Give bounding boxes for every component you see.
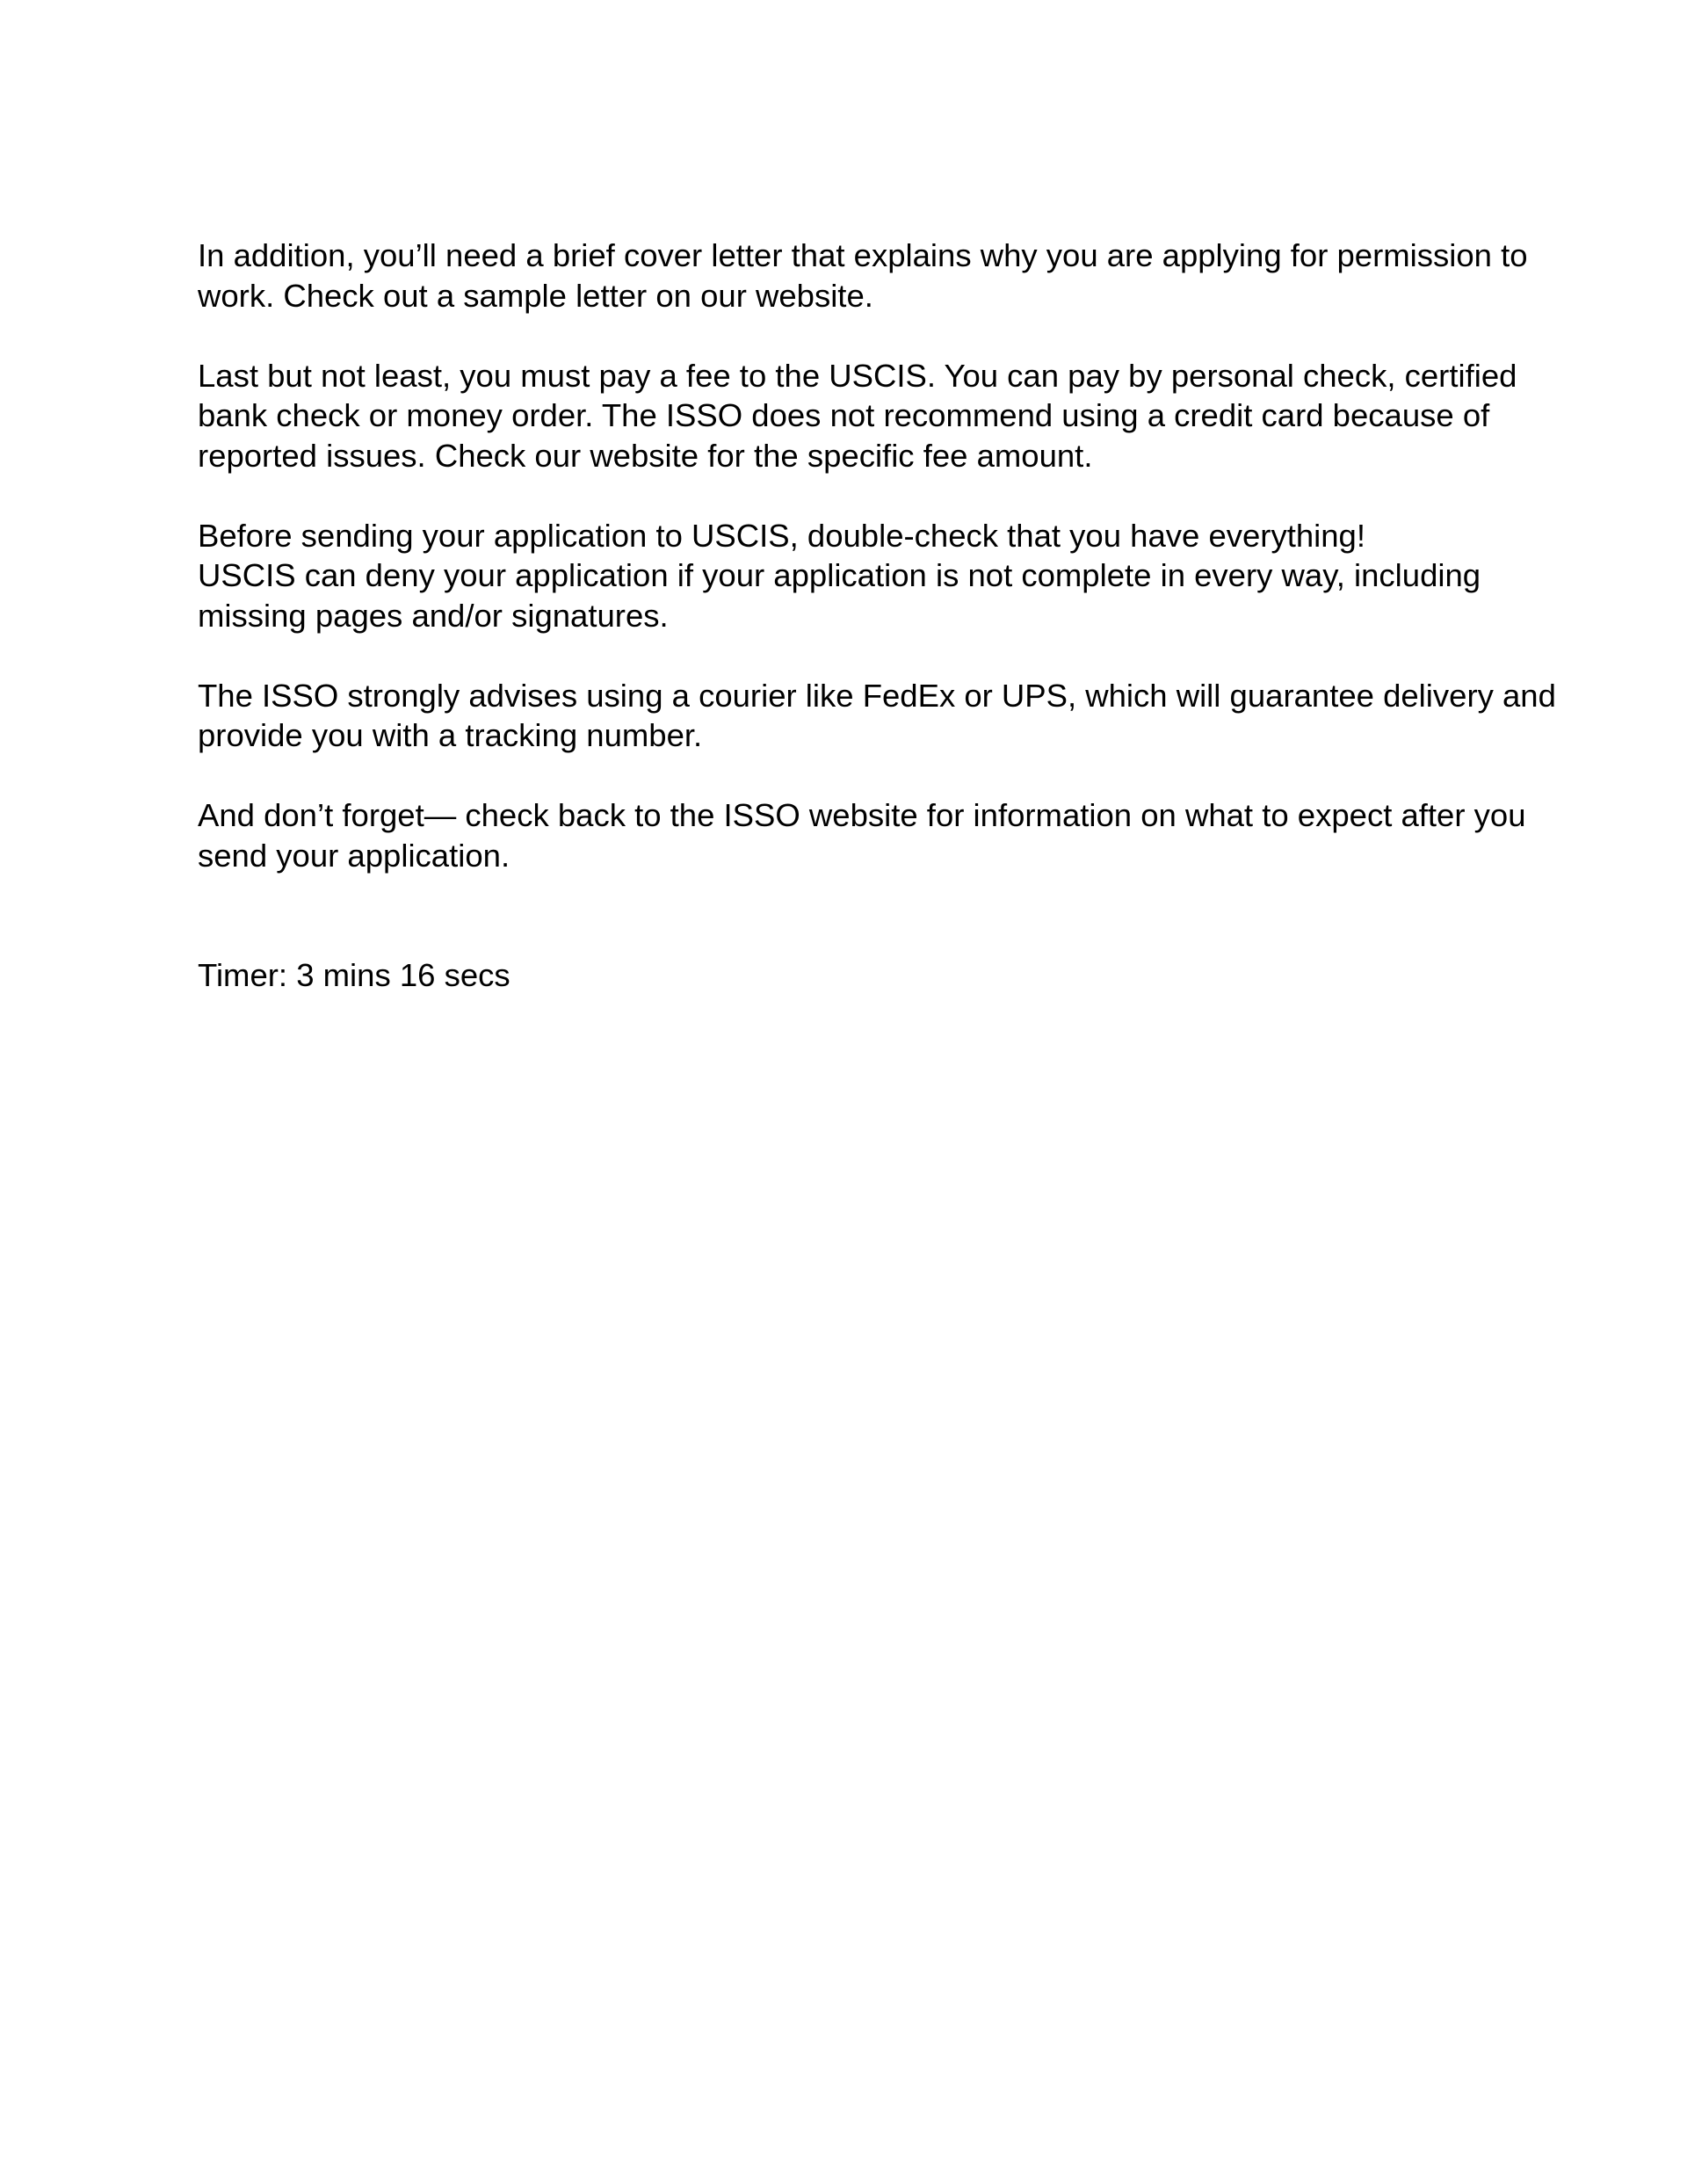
paragraph-line: bank check or money order. The ISSO does not recommend using a credit card because of [198,397,1490,433]
paragraph-line: send your application. [198,837,510,874]
paragraph-courier [198,676,1556,756]
paragraph-line: USCIS can deny your application if your application is not complete in every way, including [198,557,1481,593]
paragraph-line: In addition, you’ll need a brief cover letter that explains why you are applying for permission to [198,237,1528,273]
paragraph-line: missing pages and/or signatures. [198,597,669,634]
paragraph-line: provide you with a tracking number. [198,717,703,753]
paragraph-line: work. Check out a sample letter on our website. [198,277,873,314]
document-body [198,236,1556,996]
paragraph-line: And don’t forget— check back to the ISSO website for information on what to expect after you [198,797,1526,833]
paragraph-line: The ISSO strongly advises using a courier like FedEx or UPS, which will guarantee delivery and [198,677,1556,714]
paragraph-line: reported issues. Check our website for the specific fee amount. [198,437,1093,474]
paragraph-line: Last but not least, you must pay a fee to the USCIS. You can pay by personal check, certified [198,357,1517,394]
paragraph-line: Before sending your application to USCIS, double-check that you have everything! [198,517,1365,554]
paragraph-fee [198,356,1516,476]
paragraph-cover-letter [198,236,1528,316]
paragraph-reminder [198,795,1526,875]
paragraph-double-check [198,516,1516,636]
timer-text: Timer: 3 mins 16 secs [198,957,510,993]
